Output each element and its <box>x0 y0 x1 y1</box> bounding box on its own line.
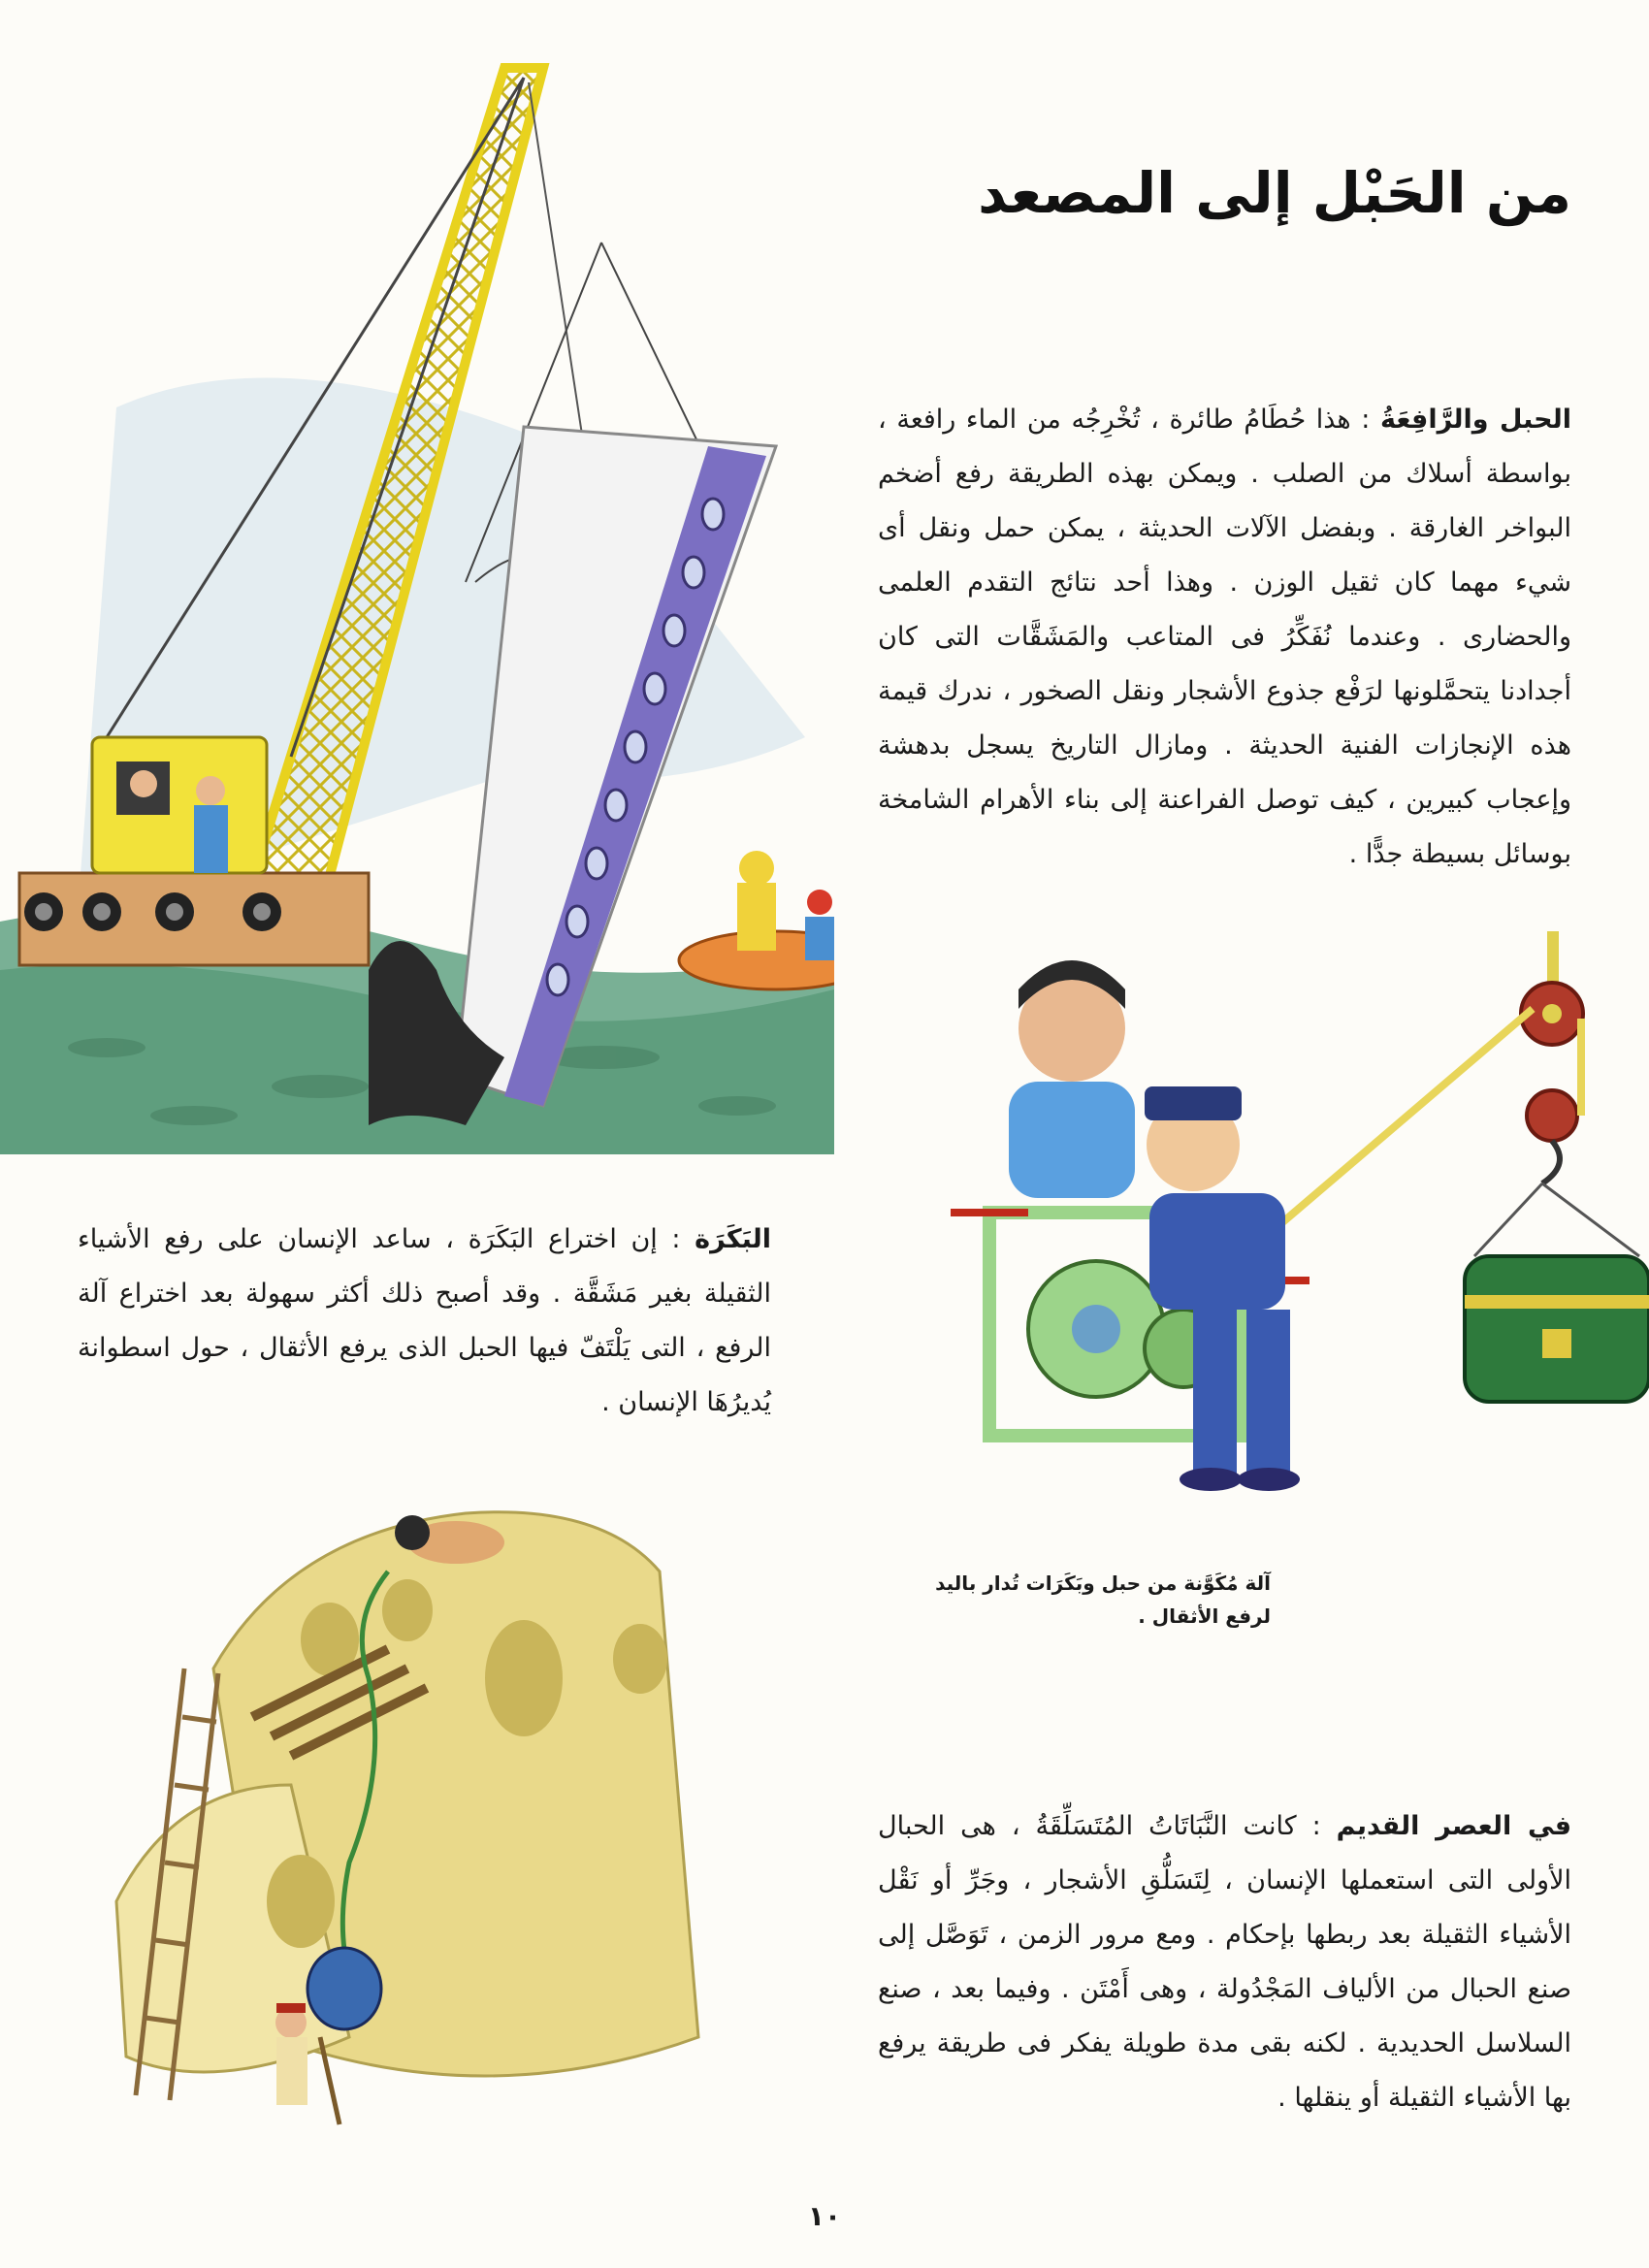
ancient-text: : كانت النَّبَاتَاتُ المُتَسَلِّقَةُ ، هى الحبال الأولى التى استعملها الإنسان ، لِتَسَلُّقِ الأشجار ، وجَرِّ أو نَقْل الأشياء الثقيلة بعد ربطها بإحكام . ومع مرور الزمن ، تَوَصَّل إلى صنع الحبال من الألياف المَجْدُولة ، وهى أَمْتَن . وفيما بعد ، صنع السلاسل الحديدية . لكنه بقى مدة طويلة يفكر فى طريقة يرفع بها الأشياء الثقيلة أو ينقلها . <box>878 1811 1571 2113</box>
cliff-rope-illustration <box>97 1494 776 2134</box>
ancient-heading: في العصر القديم <box>1336 1811 1571 1841</box>
winch-pulley-illustration <box>902 922 1649 1552</box>
page-title: من الحَبْل إلى المصعد <box>978 160 1571 226</box>
crane-paragraph <box>878 393 1571 882</box>
illustration-caption: آلة مُكَوَّنة من حبل وبَكَرَات تُدار باليد لرفع الأثقال . <box>935 1571 1271 1628</box>
crane-heading: الحبل والرَّافِعَةُ <box>1380 405 1571 435</box>
crane-text: : هذا حُطَامُ طائرة ، تُخْرِجُه من الماء رافعة ، بواسطة أسلاك من الصلب . ويمكن بهذه الطريقة رفع أضخم البواخر الغارقة . وبفضل الآلات الحديثة ، يمكن حمل ونقل أى شيء مهما كان ثقيل الوزن . وهذا أحد نتائج التقدم العلمى والحضارى . وعندما نُفَكِّرُ فى المتاعب والمَشَقَّات التى كان أجدادنا يتحمَّلونها لرَفْع جذوع الأشجار ونقل الصخور ، ندرك قيمة هذه الإنجازات الفنية الحديثة . ومازال التاريخ يسجل بدهشة وإعجاب كبيرين ، كيف توصل الفراعنة إلى بناء الأهرام الشامخة بوسائل بسيطة جدًّا . <box>878 405 1571 869</box>
crane-wreck-illustration <box>0 39 834 1154</box>
pulley-paragraph <box>78 1213 771 1430</box>
pulley-text: : إن اختراع البَكَرَة ، ساعد الإنسان على رفع الأشياء الثقيلة بغير مَشَقَّة . وقد أصبح ذلك أكثر سهولة بعد اختراع آلة الرفع ، التى يَلْتَفّ فيها الحبل الذى يرفع الأثقال ، حول اسطوانة يُديرُهَا الإنسان . <box>78 1224 771 1417</box>
page-number: ١٠ <box>807 2200 842 2232</box>
pulley-heading: البَكَرَة <box>695 1224 771 1254</box>
ancient-paragraph <box>878 1799 1571 2125</box>
